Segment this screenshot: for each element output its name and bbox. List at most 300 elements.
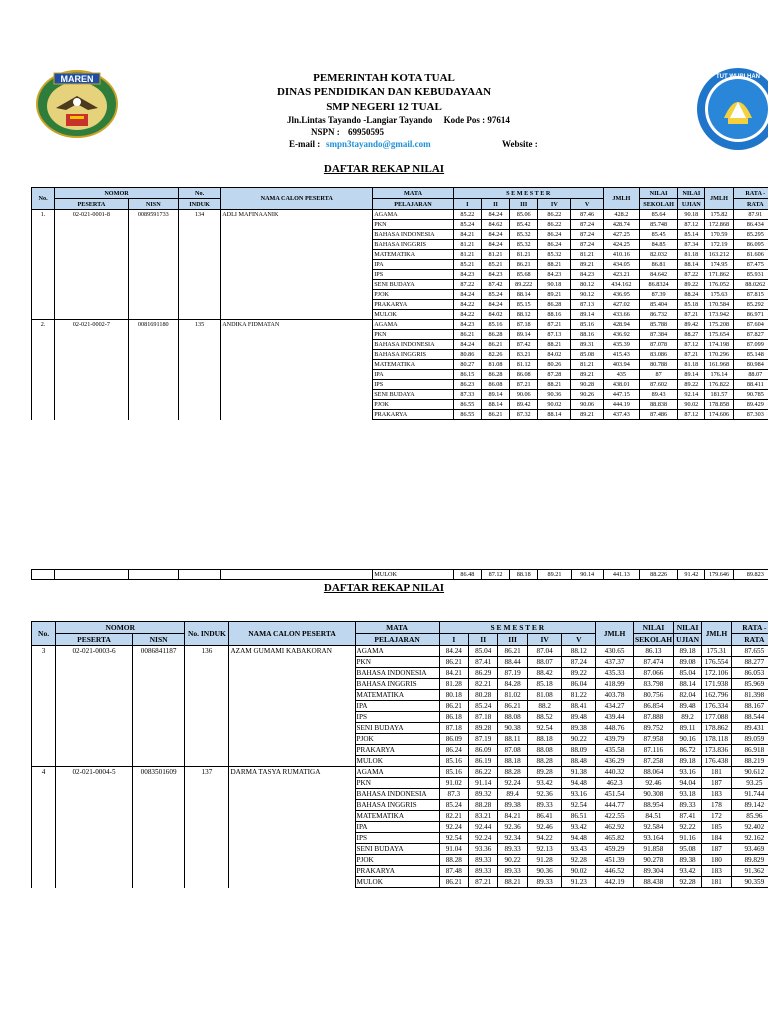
- grade-cell: 428.94: [603, 320, 639, 330]
- student-blank-cell: [32, 230, 55, 240]
- col-nilai-sekolah-top: NILAI: [639, 188, 677, 199]
- subject-cell: BAHASA INDONESIA: [355, 789, 439, 800]
- grade-cell: 94.48: [562, 778, 596, 789]
- grade-cell: 88.411: [733, 380, 768, 390]
- grade-cell: 80.28: [469, 690, 498, 701]
- rekap-table-2: [31, 621, 768, 888]
- grade-cell: 86.28: [538, 300, 571, 310]
- grade-cell: 85.68: [510, 270, 538, 280]
- grade-cell: 87.12: [678, 220, 705, 230]
- grade-cell: 86.095: [733, 240, 768, 250]
- subject-cell: AGAMA: [355, 646, 439, 657]
- student-blank-cell: [128, 300, 178, 310]
- grade-cell: 88.12: [562, 646, 596, 657]
- student-nisn: 0081691180: [128, 320, 178, 330]
- rekap-title-2: DAFTAR REKAP NILAI: [323, 582, 445, 594]
- student-blank-cell: [178, 340, 220, 350]
- grade-cell: 86.72: [673, 745, 701, 756]
- grade-cell: 80.86: [453, 350, 481, 360]
- school-title: SMP NEGERI 12 TUAL: [326, 101, 442, 113]
- grade-cell: 444.77: [596, 800, 634, 811]
- grade-cell: 85.32: [510, 230, 538, 240]
- grade-cell: 175.63: [705, 290, 733, 300]
- student-blank-cell: [229, 844, 355, 855]
- grade-cell: 91.744: [731, 789, 768, 800]
- grade-cell: 84.02: [538, 350, 571, 360]
- subject-cell: BAHASA INGGRIS: [355, 800, 439, 811]
- student-blank-cell: [178, 390, 220, 400]
- student-blank-cell: [229, 822, 355, 833]
- grade-cell: 86.854: [633, 701, 673, 712]
- grade-cell: 85.08: [571, 350, 603, 360]
- grade-cell: 87.486: [639, 410, 677, 420]
- grade-cell: 86.21: [510, 260, 538, 270]
- student-blank-cell: [221, 340, 373, 350]
- table-row: [32, 866, 768, 877]
- grade-cell: 403.78: [596, 690, 634, 701]
- grade-cell: 86.23: [453, 380, 481, 390]
- grade-cell: 88.52: [527, 712, 562, 723]
- col-nilai-ujian-bottom: UJIAN: [678, 199, 705, 210]
- grade-cell: 93.18: [673, 789, 701, 800]
- subject-cell: PRAKARYA: [373, 410, 454, 420]
- svg-text:TUT WURI HAN: TUT WURI HAN: [716, 74, 760, 80]
- grade-cell: 89.21: [571, 260, 603, 270]
- grade-cell: 92.54: [562, 800, 596, 811]
- student-blank-cell: [178, 260, 220, 270]
- grade-cell: 91.14: [469, 778, 498, 789]
- col-sem-1: I: [439, 634, 468, 646]
- student-blank-cell: [32, 745, 56, 756]
- grade-cell: 179.646: [705, 570, 733, 580]
- subject-cell: PJOK: [355, 855, 439, 866]
- grade-cell: 93.36: [469, 844, 498, 855]
- grade-cell: 85.21: [453, 260, 481, 270]
- grade-cell: 89.22: [678, 380, 705, 390]
- student-blank-cell: [55, 270, 128, 280]
- grade-cell: 177.088: [702, 712, 731, 723]
- student-blank-cell: [32, 690, 56, 701]
- grade-cell: 84.24: [453, 340, 481, 350]
- grade-cell: 459.29: [596, 844, 634, 855]
- student-blank-cell: [229, 833, 355, 844]
- grade-cell: 87.21: [538, 320, 571, 330]
- grade-cell: 89.14: [510, 330, 538, 340]
- grade-cell: 87.384: [639, 330, 677, 340]
- student-blank-cell: [55, 350, 128, 360]
- student-blank-cell: [56, 789, 133, 800]
- student-blank-cell: [56, 877, 133, 888]
- grade-cell: 92.584: [633, 822, 673, 833]
- dept-title: DINAS PENDIDIKAN DAN KEBUDAYAAN: [276, 86, 492, 98]
- student-blank-cell: [221, 390, 373, 400]
- grade-cell: 86.48: [453, 570, 481, 580]
- grade-cell: 88.954: [633, 800, 673, 811]
- grade-cell: 81.21: [453, 250, 481, 260]
- grade-cell: 187: [702, 844, 731, 855]
- student-blank-cell: [32, 350, 55, 360]
- col-sem-4: IV: [538, 199, 571, 210]
- student-nama: DARMA TASYA RUMATIGA: [229, 767, 355, 778]
- col-sem-2: II: [481, 199, 509, 210]
- student-blank-cell: [128, 380, 178, 390]
- student-blank-cell: [32, 390, 55, 400]
- grade-cell: 171.862: [705, 270, 733, 280]
- grade-cell: 87.42: [481, 280, 509, 290]
- student-blank-cell: [32, 657, 56, 668]
- grade-cell: 439.79: [596, 734, 634, 745]
- student-no: 3: [32, 646, 56, 657]
- student-blank-cell: [55, 330, 128, 340]
- student-blank-cell: [32, 833, 56, 844]
- student-blank-cell: [178, 300, 220, 310]
- col-mata-top: MATA: [355, 622, 439, 634]
- student-blank-cell: [229, 877, 355, 888]
- student-blank-cell: [132, 668, 185, 679]
- col-nomor: NOMOR: [55, 188, 179, 199]
- grade-cell: 91.02: [439, 778, 468, 789]
- grade-cell: 436.92: [603, 330, 639, 340]
- col-jmlh: JMLH: [596, 622, 634, 646]
- grade-cell: 87.21: [469, 877, 498, 888]
- grade-cell: 434.05: [603, 260, 639, 270]
- subject-cell: IPS: [355, 712, 439, 723]
- grade-cell: 88.14: [510, 290, 538, 300]
- student-blank-cell: [229, 690, 355, 701]
- grade-cell: 90.36: [527, 866, 562, 877]
- grade-cell: 85.16: [571, 320, 603, 330]
- grade-cell: 82.21: [469, 679, 498, 690]
- grade-cell: 90.36: [538, 390, 571, 400]
- grade-cell: 80.27: [453, 360, 481, 370]
- subject-cell: PRAKARYA: [355, 745, 439, 756]
- grade-cell: 161.968: [705, 360, 733, 370]
- student-blank-cell: [178, 230, 220, 240]
- col-rata-top: RATA -: [733, 188, 768, 199]
- table-row: [32, 250, 768, 260]
- grade-cell: 85.96: [731, 811, 768, 822]
- grade-cell: 87.099: [733, 340, 768, 350]
- grade-cell: 88.21: [538, 380, 571, 390]
- grade-cell: 81.22: [562, 690, 596, 701]
- grade-cell: 85.64: [639, 210, 677, 220]
- grade-cell: 86.81: [639, 260, 677, 270]
- grade-cell: 89.38: [673, 855, 701, 866]
- student-blank-cell: [128, 310, 178, 320]
- table-row: [32, 811, 768, 822]
- grade-cell: 80.788: [639, 360, 677, 370]
- grade-cell: 87.303: [733, 410, 768, 420]
- student-blank-cell: [55, 240, 128, 250]
- grade-cell: 87.19: [469, 734, 498, 745]
- student-blank-cell: [221, 280, 373, 290]
- student-nama: ADLI MAFINAANIK: [221, 210, 373, 220]
- student-blank-cell: [178, 330, 220, 340]
- table-row: [32, 380, 768, 390]
- grade-cell: 89.22: [678, 280, 705, 290]
- subject-cell: IPS: [373, 270, 454, 280]
- subject-cell: AGAMA: [355, 767, 439, 778]
- grade-cell: 87.18: [510, 320, 538, 330]
- grade-cell: 89.21: [571, 410, 603, 420]
- student-blank-cell: [221, 410, 373, 420]
- grade-cell: 85.24: [439, 800, 468, 811]
- student-blank-cell: [32, 290, 55, 300]
- student-blank-cell: [178, 410, 220, 420]
- grade-cell: 89.21: [571, 370, 603, 380]
- grade-cell: 172.868: [705, 220, 733, 230]
- grade-cell: 89.42: [510, 400, 538, 410]
- table-row: [32, 646, 768, 657]
- grade-cell: 88.21: [498, 877, 527, 888]
- grade-cell: 82.032: [639, 250, 677, 260]
- student-blank-cell: [229, 778, 355, 789]
- grade-cell: 87.34: [678, 240, 705, 250]
- grade-cell: 183: [702, 789, 731, 800]
- table-row: [32, 310, 768, 320]
- grade-cell: 90.612: [731, 767, 768, 778]
- grade-cell: 95.08: [673, 844, 701, 855]
- student-blank-cell: [56, 756, 133, 767]
- student-blank-cell: [178, 290, 220, 300]
- grade-cell: 88.18: [510, 570, 538, 580]
- grade-cell: 422.55: [596, 811, 634, 822]
- grade-cell: 451.39: [596, 855, 634, 866]
- grade-cell: 87.04: [527, 646, 562, 657]
- col-jmlh2: JMLH: [705, 188, 733, 210]
- table-row: [32, 370, 768, 380]
- student-nisn: 0086841187: [132, 646, 185, 657]
- grade-cell: 87.39: [639, 290, 677, 300]
- grade-cell: 181.57: [705, 390, 733, 400]
- table-row: [32, 350, 768, 360]
- col-nilai-ujian-top: NILAI: [678, 188, 705, 199]
- student-blank-cell: [56, 866, 133, 877]
- grade-cell: 89.21: [538, 570, 571, 580]
- student-blank-cell: [32, 877, 56, 888]
- grade-cell: 87.28: [538, 370, 571, 380]
- student-blank-cell: [185, 679, 229, 690]
- student-blank-cell: [55, 410, 128, 420]
- grade-cell: 86.918: [731, 745, 768, 756]
- student-blank-cell: [185, 822, 229, 833]
- student-blank-cell: [128, 340, 178, 350]
- subject-cell: IPS: [373, 380, 454, 390]
- student-blank-cell: [32, 756, 56, 767]
- student-blank-cell: [56, 734, 133, 745]
- grade-cell: 87.18: [469, 712, 498, 723]
- grade-cell: 90.18: [538, 280, 571, 290]
- student-blank-cell: [55, 250, 128, 260]
- grade-cell: 181: [702, 877, 731, 888]
- student-blank-cell: [185, 745, 229, 756]
- col-jmlh2: JMLH: [702, 622, 731, 646]
- grade-cell: 172.19: [705, 240, 733, 250]
- grade-cell: 88.226: [640, 570, 678, 580]
- grade-cell: 442.19: [596, 877, 634, 888]
- grade-cell: 437.37: [596, 657, 634, 668]
- student-blank-cell: [185, 866, 229, 877]
- grade-cell: 85.32: [538, 250, 571, 260]
- student-blank-cell: [55, 290, 128, 300]
- table-row: [32, 767, 768, 778]
- email-value: smpn3tayando@gmail.com: [326, 139, 431, 149]
- grade-cell: 403.94: [603, 360, 639, 370]
- grade-cell: 84.21: [453, 230, 481, 240]
- table-row: [32, 690, 768, 701]
- student-blank-cell: [221, 300, 373, 310]
- grade-cell: 451.54: [596, 789, 634, 800]
- grade-cell: 85.788: [639, 320, 677, 330]
- table-row: [32, 360, 768, 370]
- grade-cell: 88.21: [538, 260, 571, 270]
- student-induk: 134: [178, 210, 220, 220]
- student-blank-cell: [55, 370, 128, 380]
- grade-cell: 86.19: [469, 756, 498, 767]
- grade-cell: 86.51: [562, 811, 596, 822]
- grade-cell: 428.2: [603, 210, 639, 220]
- col-nomor: NOMOR: [56, 622, 185, 634]
- student-blank-cell: [132, 877, 185, 888]
- student-blank-cell: [229, 712, 355, 723]
- grade-cell: 436.29: [596, 756, 634, 767]
- grade-cell: 81.21: [481, 250, 509, 260]
- grade-cell: 178.858: [705, 400, 733, 410]
- col-jmlh: JMLH: [603, 188, 639, 210]
- grade-cell: 89.18: [673, 756, 701, 767]
- grade-cell: 172: [702, 811, 731, 822]
- student-nisn: 0089591733: [128, 210, 178, 220]
- grade-cell: 88.41: [562, 701, 596, 712]
- grade-cell: 86.09: [469, 745, 498, 756]
- grade-cell: 90.38: [498, 723, 527, 734]
- student-blank-cell: [185, 811, 229, 822]
- table-row: [32, 734, 768, 745]
- student-blank-cell: [32, 220, 55, 230]
- grade-cell: 87.41: [469, 657, 498, 668]
- grade-cell: 92.22: [673, 822, 701, 833]
- grade-cell: 88.27: [678, 330, 705, 340]
- grade-cell: 86.09: [439, 734, 468, 745]
- grade-cell: 88.14: [481, 400, 509, 410]
- grade-cell: 92.46: [633, 778, 673, 789]
- table-row: [32, 679, 768, 690]
- grade-cell: 90.278: [633, 855, 673, 866]
- grade-cell: 89.33: [469, 866, 498, 877]
- student-blank-cell: [32, 734, 56, 745]
- grade-cell: 89.08: [673, 657, 701, 668]
- grade-cell: 87.41: [673, 811, 701, 822]
- grade-cell: 85.14: [678, 230, 705, 240]
- grade-cell: 428.74: [603, 220, 639, 230]
- grade-cell: 89.4: [498, 789, 527, 800]
- student-blank-cell: [128, 240, 178, 250]
- grade-cell: 87.474: [633, 657, 673, 668]
- student-blank-cell: [229, 668, 355, 679]
- grade-cell: 87.888: [633, 712, 673, 723]
- grade-cell: 87.18: [439, 723, 468, 734]
- grade-cell: 86.41: [527, 811, 562, 822]
- grade-cell: 86.04: [562, 679, 596, 690]
- subject-cell: MULOK: [373, 310, 454, 320]
- student-blank-cell: [32, 340, 55, 350]
- grade-cell: 91.362: [731, 866, 768, 877]
- student-blank-cell: [132, 800, 185, 811]
- student-blank-cell: [32, 280, 55, 290]
- grade-cell: 88.18: [498, 756, 527, 767]
- school-address: Jln.Lintas Tayando -Langiar Tayando Kode Pos : 97614: [287, 115, 510, 125]
- col-nisn: NISN: [132, 634, 185, 646]
- grade-cell: 89.33: [498, 866, 527, 877]
- grade-cell: 410.16: [603, 250, 639, 260]
- grade-cell: 82.04: [673, 690, 701, 701]
- grade-cell: 86.22: [538, 220, 571, 230]
- student-blank-cell: [55, 300, 128, 310]
- grade-cell: 89.33: [469, 855, 498, 866]
- grade-cell: 176.554: [702, 657, 731, 668]
- student-blank-cell: [185, 778, 229, 789]
- grade-cell: 94.48: [562, 833, 596, 844]
- grade-cell: 88.09: [562, 745, 596, 756]
- grade-cell: 427.02: [603, 300, 639, 310]
- grade-cell: 86.08: [510, 370, 538, 380]
- student-blank-cell: [185, 723, 229, 734]
- grade-cell: 88.064: [633, 767, 673, 778]
- grade-cell: 90.06: [571, 400, 603, 410]
- student-blank-cell: [55, 230, 128, 240]
- table-row: [32, 822, 768, 833]
- grade-cell: 84.23: [538, 270, 571, 280]
- grade-cell: 86.22: [469, 767, 498, 778]
- student-blank-cell: [185, 844, 229, 855]
- student-blank-cell: [132, 701, 185, 712]
- grade-cell: 83.21: [469, 811, 498, 822]
- table-row: [32, 270, 768, 280]
- grade-cell: 87.815: [733, 290, 768, 300]
- student-blank-cell: [178, 250, 220, 260]
- student-blank-cell: [32, 855, 56, 866]
- grade-cell: 85.06: [510, 210, 538, 220]
- grade-cell: 86.55: [453, 400, 481, 410]
- student-blank-cell: [221, 310, 373, 320]
- grade-cell: 93.164: [633, 833, 673, 844]
- student-blank-cell: [32, 270, 55, 280]
- student-blank-cell: [55, 260, 128, 270]
- grade-cell: 176.822: [705, 380, 733, 390]
- grade-cell: 85.292: [733, 300, 768, 310]
- grade-cell: 89.33: [498, 844, 527, 855]
- student-blank-cell: [132, 745, 185, 756]
- table-row: [32, 877, 768, 888]
- subject-cell: AGAMA: [373, 320, 454, 330]
- student-blank-cell: [185, 833, 229, 844]
- student-blank-cell: [132, 844, 185, 855]
- student-blank-cell: [32, 800, 56, 811]
- subject-cell: MULOK: [355, 877, 439, 888]
- email-label: E-mail :: [289, 139, 321, 149]
- student-blank-cell: [56, 844, 133, 855]
- grade-cell: 92.28: [673, 877, 701, 888]
- grade-cell: 84.02: [481, 310, 509, 320]
- grade-cell: 88.28: [439, 855, 468, 866]
- student-blank-cell: [128, 390, 178, 400]
- student-no: 1.: [32, 210, 55, 220]
- col-peserta: PESERTA: [56, 634, 133, 646]
- col-sem-5: V: [571, 199, 603, 210]
- student-blank-cell: [56, 800, 133, 811]
- grade-cell: 175.208: [705, 320, 733, 330]
- subject-cell: PRAKARYA: [355, 866, 439, 877]
